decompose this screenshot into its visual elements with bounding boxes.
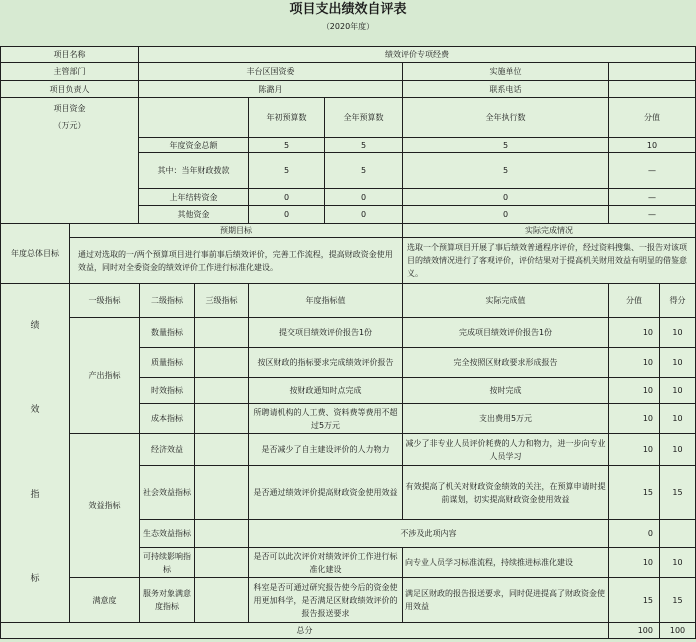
indicator-actual: 支出费用5万元 — [403, 404, 609, 434]
fund-row-full: 0 — [325, 206, 403, 224]
col-exec-header: 全年执行数 — [403, 98, 609, 138]
expected-goal-header: 预期目标 — [70, 224, 403, 238]
indicator-target: 所聘请机构的人工费、资料费等费用不超过5万元 — [249, 404, 403, 434]
dept-value: 丰台区国资委 — [139, 63, 403, 81]
indicator-target: 是否通过绩效评价提高财政资金使用效益 — [249, 466, 403, 520]
header-target: 年度指标值 — [249, 284, 403, 318]
indicator-l2: 质量指标 — [140, 348, 195, 378]
sheet-subtitle: （2020年度） — [321, 22, 375, 31]
leader-label: 项目负责人 — [0, 81, 139, 98]
indicator-got: 10 — [660, 348, 696, 378]
indicator-target: 按区财政的指标要求完成绩效评价报告 — [249, 348, 403, 378]
fund-row-label: 上年结转资金 — [139, 189, 249, 206]
group-output: 产出指标 — [70, 318, 140, 434]
indicator-score: 10 — [609, 434, 660, 466]
indicator-target: 是否减少了自主建设评价的人力物力 — [249, 434, 403, 466]
evaluation-table — [0, 46, 696, 642]
expected-goal-text: 通过对选取的一/两个预算项目进行事前事后绩效评价，完善工作流程，提高财政资金使用效益，同时对全委资金的绩效评价工作进行标准化建设。 — [70, 238, 403, 284]
total-got: 100 — [660, 623, 696, 639]
indicator-l3 — [195, 404, 249, 434]
indicator-l2: 服务对象满意度指标 — [140, 578, 195, 623]
indicator-score: 0 — [609, 520, 660, 548]
fund-row-budget: 0 — [249, 206, 325, 224]
indicator-got — [660, 520, 696, 548]
col-budget-header: 年初预算数 — [249, 98, 325, 138]
header-score: 分值 — [609, 284, 660, 318]
group-benefit: 效益指标 — [70, 434, 140, 578]
fund-row-label: 其他资金 — [139, 206, 249, 224]
header-l2: 二级指标 — [140, 284, 195, 318]
fund-row-budget: 5 — [249, 153, 325, 189]
impl-label: 实施单位 — [403, 63, 609, 81]
project-name-value: 绩效评价专项经费 — [139, 46, 696, 63]
col-score-header: 分值 — [609, 98, 696, 138]
indicator-l2: 经济效益 — [140, 434, 195, 466]
fund-row-label: 其中：当年财政拨款 — [139, 153, 249, 189]
fund-row-full: 5 — [325, 138, 403, 153]
funds-label: 项目资金 — [53, 104, 86, 113]
header-actual: 实际完成值 — [403, 284, 609, 318]
indicator-target: 不涉及此项内容 — [249, 520, 609, 548]
goals-label: 年度总体目标 — [0, 224, 70, 284]
indicator-got: 10 — [660, 378, 696, 404]
fund-row-exec: 0 — [403, 206, 609, 224]
indicator-score: 10 — [609, 404, 660, 434]
side-char: 指 — [30, 489, 40, 500]
indicator-l2: 数量指标 — [140, 318, 195, 348]
indicator-got: 15 — [660, 578, 696, 623]
header-got: 得分 — [660, 284, 696, 318]
phone-value — [609, 81, 696, 98]
indicator-got: 15 — [660, 466, 696, 520]
side-char: 绩 — [30, 320, 40, 331]
indicator-got: 10 — [660, 548, 696, 578]
indicator-l3 — [195, 548, 249, 578]
indicator-score: 10 — [609, 348, 660, 378]
indicator-target: 是否可以此次评价对绩效评价工作进行标准化建设 — [249, 548, 403, 578]
indicator-actual: 向专业人员学习标准流程，持续推进标准化建设 — [403, 548, 609, 578]
fund-row-score: 10 — [609, 138, 696, 153]
fund-row-label: 年度资金总额 — [139, 138, 249, 153]
actual-goal-text: 选取一个预算项目开展了事后绩效普通程序评价，经过资料搜集、一报告对该项目的绩效情况进行了客观评价，评价结果对于提高机关财用效益有明显的借鉴意义。 — [403, 238, 696, 284]
indicator-l2: 成本指标 — [140, 404, 195, 434]
fund-row-score: — — [609, 153, 696, 189]
sheet-title: 项目支出绩效自评表 — [289, 2, 407, 17]
indicator-l3 — [195, 348, 249, 378]
fund-row-score: — — [609, 189, 696, 206]
indicator-score: 15 — [609, 466, 660, 520]
actual-goal-header: 实际完成情况 — [403, 224, 696, 238]
header-l3: 三级指标 — [195, 284, 249, 318]
fund-row-budget: 5 — [249, 138, 325, 153]
indicator-l3 — [195, 434, 249, 466]
total-label: 总分 — [0, 623, 609, 639]
header-l1: 一级指标 — [70, 284, 140, 318]
indicator-actual: 有效提高了机关对财政资金绩效的关注，在预算申请时提前谋划，切实提高财政资金使用效益 — [403, 466, 609, 520]
indicator-actual: 完全按照区财政要求形成报告 — [403, 348, 609, 378]
indicator-l2: 社会效益指标 — [140, 466, 195, 520]
side-char: 效 — [30, 405, 40, 416]
indicator-got: 10 — [660, 434, 696, 466]
indicator-score: 10 — [609, 378, 660, 404]
funds-label-cell — [0, 98, 139, 224]
fund-row-full: 5 — [325, 153, 403, 189]
indicator-target: 按财政通知时点完成 — [249, 378, 403, 404]
fund-row-exec: 0 — [403, 189, 609, 206]
funds-header-blank — [139, 98, 249, 138]
indicator-got: 10 — [660, 404, 696, 434]
group-satisfaction: 满意度 — [70, 578, 140, 623]
fund-row-exec: 5 — [403, 138, 609, 153]
funds-unit: （万元） — [53, 121, 86, 130]
indicator-target: 科室是否可通过研究报告使今后的资金使用更加科学，是否满足区财政绩效评价的报告报送要求 — [249, 578, 403, 623]
indicator-l2: 生态效益指标 — [140, 520, 195, 548]
indicator-l3 — [195, 318, 249, 348]
side-char: 标 — [30, 574, 40, 585]
indicator-got: 10 — [660, 318, 696, 348]
indicator-target: 提交项目绩效评价报告1份 — [249, 318, 403, 348]
indicator-score: 10 — [609, 318, 660, 348]
indicators-side-label — [0, 284, 70, 623]
indicator-actual: 减少了非专业人员评价耗费的人力和物力，进一步向专业人员学习 — [403, 434, 609, 466]
indicator-l2: 时效指标 — [140, 378, 195, 404]
dept-label: 主管部门 — [0, 63, 139, 81]
leader-value: 陈潞月 — [139, 81, 403, 98]
impl-value — [609, 63, 696, 81]
fund-row-budget: 0 — [249, 189, 325, 206]
indicator-l3 — [195, 520, 249, 548]
indicator-l3 — [195, 578, 249, 623]
indicator-actual: 完成项目绩效评价报告1份 — [403, 318, 609, 348]
indicator-score: 15 — [609, 578, 660, 623]
indicator-l3 — [195, 378, 249, 404]
fund-row-score: — — [609, 206, 696, 224]
indicator-actual: 满足区财政的报告报送要求，同时促进提高了财政资金使用效益 — [403, 578, 609, 623]
fund-row-full: 0 — [325, 189, 403, 206]
fund-row-exec: 5 — [403, 153, 609, 189]
indicator-l3 — [195, 466, 249, 520]
col-full-budget-header: 全年预算数 — [325, 98, 403, 138]
indicator-l2: 可持续影响指标 — [140, 548, 195, 578]
total-score: 100 — [609, 623, 660, 639]
indicator-actual: 按时完成 — [403, 378, 609, 404]
indicator-score: 10 — [609, 548, 660, 578]
phone-label: 联系电话 — [403, 81, 609, 98]
project-name-label: 项目名称 — [0, 46, 139, 63]
